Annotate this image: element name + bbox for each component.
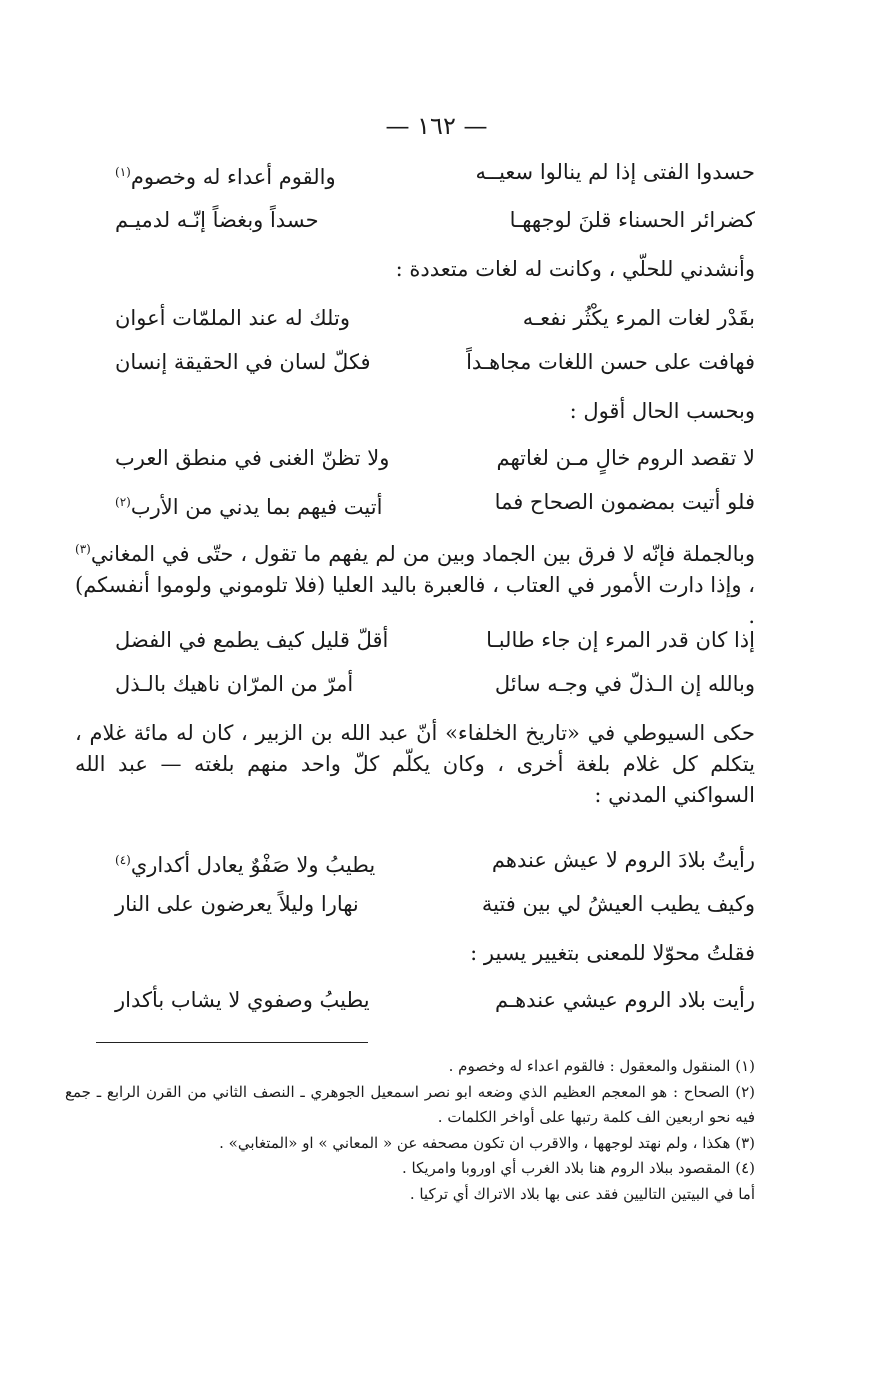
verse-first-hemistich: بقَدْر لغات المرء يكْثُر نفعـه [522, 306, 755, 330]
verse-first-hemistich: فهافت على حسن اللغات مجاهـداً [466, 350, 755, 374]
verse-text: أتيت فيهم بما يدني من الأرب [130, 495, 383, 519]
verse-first-hemistich: وبالله إن الـذلّ في وجـه سائل [494, 672, 755, 696]
verse-second-hemistich [115, 482, 435, 527]
verse-second-hemistich: نهارا وليلاً يعرضون على النار [115, 892, 359, 916]
verse-second-hemistich: أقلّ قليل كيف يطمع في الفضل [115, 628, 389, 652]
footnote-marker: (١) [115, 165, 131, 179]
prose-text: وبالجملة فإنّه لا فرق بين الجماد وبين من لم يفهم ما تقول ، حتّى في المغاني [90, 542, 755, 566]
verse-line [115, 620, 755, 660]
verse-first-hemistich: رأيت بلاد الروم عيشي عندهـم [494, 988, 755, 1012]
verse-first-hemistich: لا تقصد الروم خالٍ مـن لغاتهم [496, 446, 755, 470]
footnote: (١) المنقول والمعقول : فالقوم اعداء له وخصوم . [448, 1057, 755, 1075]
verse-first-hemistich: إذا كان قدر المرء إن جاء طالبـا [486, 628, 755, 652]
footnote-marker: (٣) [75, 542, 91, 556]
footnote-marker: (٢) [115, 495, 131, 509]
prose-paragraph: فقلتُ محوّلا للمعنى بتغيير يسير : [470, 941, 755, 965]
footnote: (٢) الصحاح : هو المعجم العظيم الذي وضعه ابو نصر اسمعيل الجوهري ـ النصف الثاني من القرن الرابع ـ جمع فيه نحو اربعين الف كلمة رتبها على أواخر الكلمات . [65, 1082, 755, 1126]
verse-second-hemistich: أمرّ من المرّان ناهيك بالـذل [115, 672, 354, 696]
footnote-separator [96, 1042, 368, 1043]
footnotes [65, 1054, 755, 1207]
verse-line [115, 664, 755, 704]
verse-second-hemistich [115, 152, 435, 197]
verse-text: والقوم أعداء له وخصوم [130, 165, 336, 189]
verse-second-hemistich: يطيبُ وصفوي لا يشاب بأكدار [115, 988, 370, 1012]
verse-first-hemistich: وكيف يطيب العيشُ لي بين فتية [481, 892, 755, 916]
verse-second-hemistich [115, 840, 435, 885]
verse-first-hemistich: كضرائر الحسناء قلنَ لوجههـا [509, 208, 755, 232]
verse-second-hemistich: ولا تظنّ الغنى في منطق العرب [115, 446, 390, 470]
verse-text: يطيبُ ولا صَفْوٌ يعادل أكداري [130, 853, 376, 877]
footnote: (٣) هكذا ، ولم نهتد لوجهها ، والاقرب ان تكون مصحفه عن « المعاني » او «المتغابي» . [219, 1133, 755, 1152]
verse-line [115, 152, 755, 192]
verse-line [115, 482, 755, 522]
verse-line [115, 884, 755, 924]
verse-line [115, 840, 755, 880]
verse-first-hemistich: رأيتُ بلادَ الروم لا عيش عندهم [491, 848, 755, 872]
verse-second-hemistich: وتلك له عند الملمّات أعوان [115, 306, 350, 330]
verse-second-hemistich: فكلّ لسان في الحقيقة إنسان [115, 350, 371, 374]
prose-paragraph: وأنشدني للحلّي ، وكانت له لغات متعددة : [395, 257, 755, 281]
page-number: — ١٦٢ — [385, 112, 488, 140]
prose-paragraph: حكى السيوطي في «تاريخ الخلفاء» أنّ عبد الله بن الزبير ، كان له مائة غلام ، يتكلم كل غلام بلغة أخرى ، وكان يكلّم كلّ واحد منهم بلغته — عبد الله السواكني المدني : [75, 721, 755, 807]
footnote: (٤) المقصود ببلاد الروم هنا بلاد الغرب أي اوروبا وامريكا . [401, 1159, 755, 1177]
verse-line [115, 298, 755, 338]
verse-line [115, 342, 755, 382]
verse-line [115, 980, 755, 1020]
verse-line [115, 438, 755, 478]
prose-text: ، وإذا دارت الأمور في العتاب ، فالعبرة باليد العليا (فلا تلوموني ولوموا أنفسكم) . [75, 573, 755, 628]
verse-line [115, 200, 755, 240]
footnote: أما في البيتين التاليين فقد عنى بها بلاد الاتراك أي تركيا . [409, 1184, 755, 1203]
verse-first-hemistich: فلو أتيت بمضمون الصحاح فما [494, 490, 755, 514]
prose-paragraph [75, 534, 755, 632]
verse-second-hemistich: حسداً وبغضاً إنّـه لدميـم [115, 208, 319, 232]
footnote-marker: (٤) [115, 853, 131, 867]
prose-paragraph: وبحسب الحال أقول : [569, 399, 755, 423]
verse-first-hemistich: حسدوا الفتى إذا لم ينالوا سعيــه [475, 160, 755, 184]
